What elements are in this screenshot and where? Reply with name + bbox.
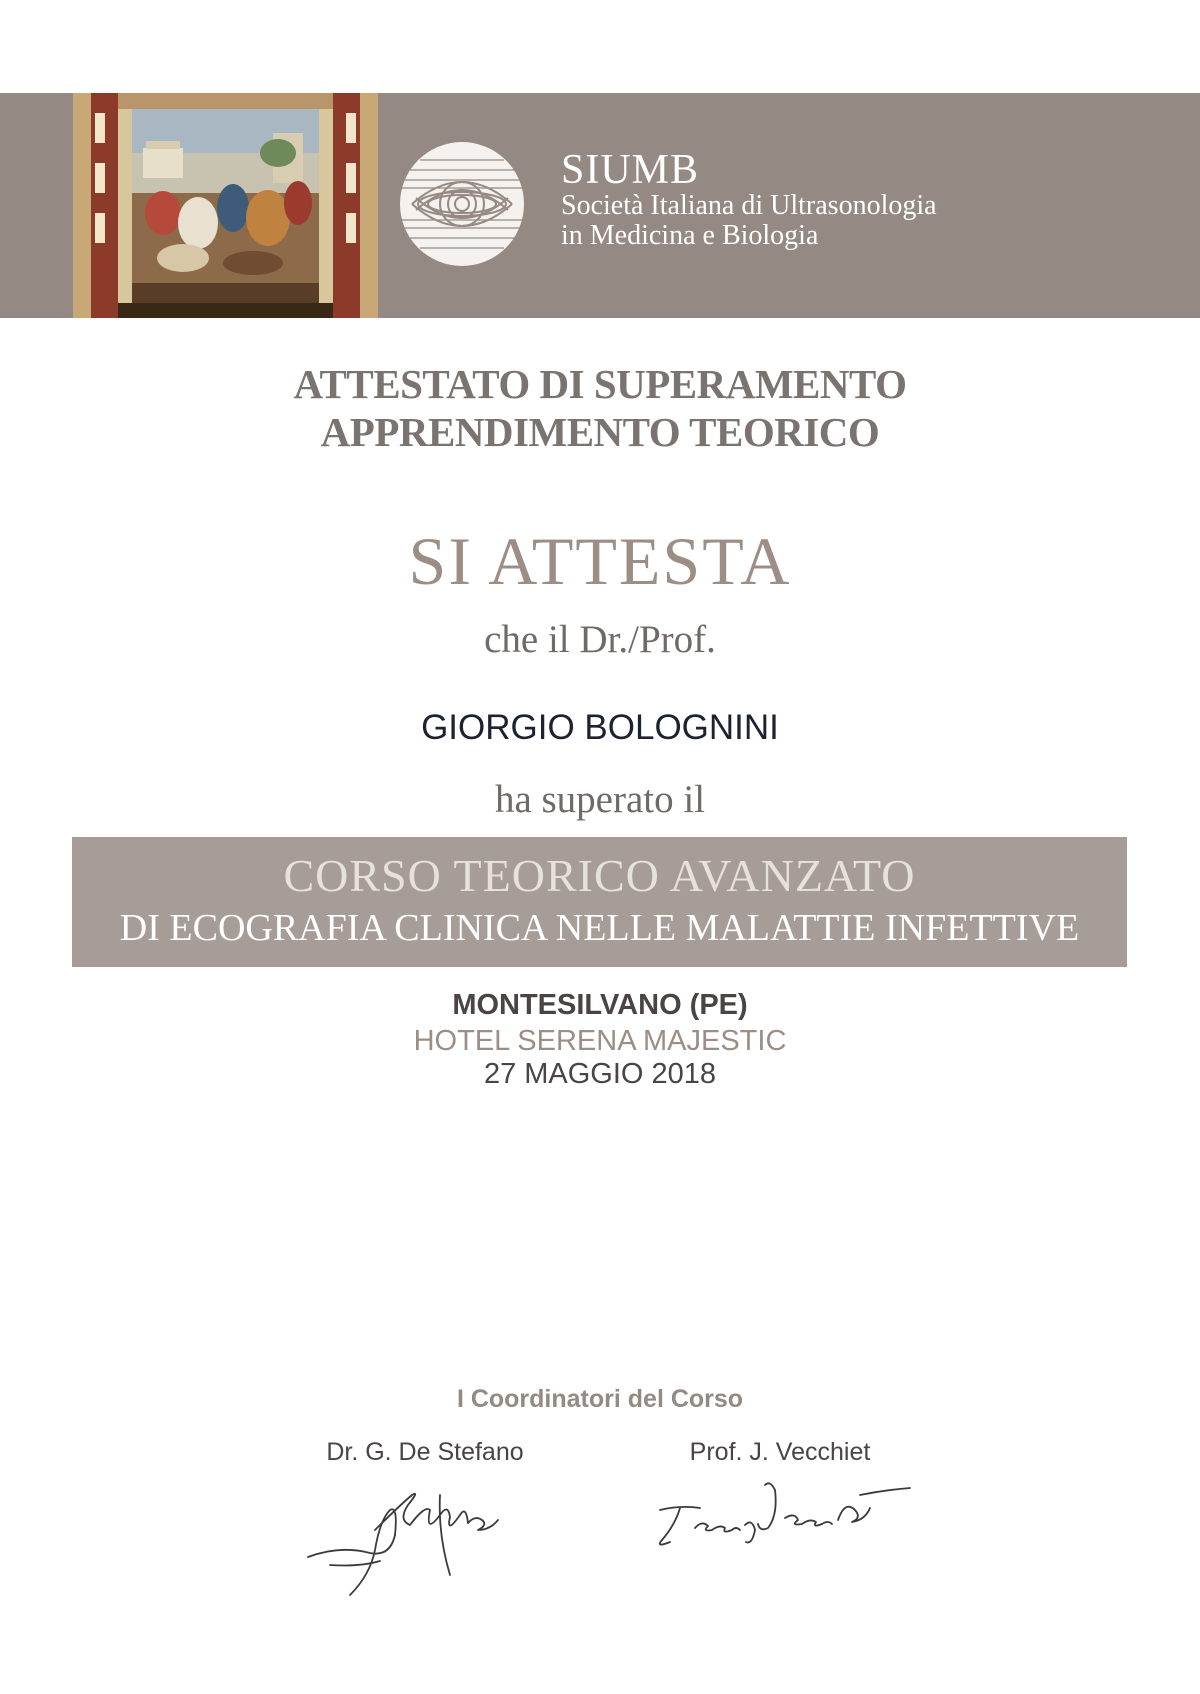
event-venue: HOTEL SERENA MAJESTIC — [413, 1025, 787, 1057]
intro-line: che il Dr./Prof. — [484, 618, 716, 661]
org-fullname-line1: Società Italiana di Ultrasonologia — [561, 190, 937, 221]
header-band — [0, 93, 1200, 318]
event-date: 27 MAGGIO 2018 — [483, 1058, 717, 1090]
coordinators-heading: I Coordinatori del Corso — [456, 1385, 744, 1413]
certificate-title-line2: APPRENDIMENTO TEORICO — [320, 409, 880, 455]
certificate-title-line1: ATTESTATO DI SUPERAMENTO — [293, 361, 907, 407]
handwritten-signature-1 — [300, 1475, 510, 1600]
course-subtitle: DI ECOGRAFIA CLINICA NELLE MALATTIE INFETTIVE — [119, 907, 1080, 949]
org-acronym: SIUMB — [561, 147, 700, 193]
org-fullname — [561, 191, 1081, 251]
siumb-ultrasound-logo — [398, 140, 526, 268]
course-title: CORSO TEORICO AVANZATO — [283, 850, 916, 901]
course-band — [72, 837, 1127, 967]
handwritten-signature-2 — [640, 1470, 915, 1555]
passed-line: ha superato il — [494, 778, 706, 821]
certificate-title — [0, 360, 1200, 456]
theatre-curtain-image — [73, 93, 378, 318]
attest-heading: SI ATTESTA — [408, 523, 792, 599]
signer-name-2: Prof. J. Vecchiet — [689, 1438, 871, 1466]
event-city: MONTESILVANO (PE) — [452, 989, 748, 1021]
recipient-name: GIORGIO BOLOGNINI — [421, 708, 779, 747]
org-fullname-line2: in Medicina e Biologia — [561, 220, 819, 251]
signer-name-1: Dr. G. De Stefano — [326, 1438, 524, 1466]
